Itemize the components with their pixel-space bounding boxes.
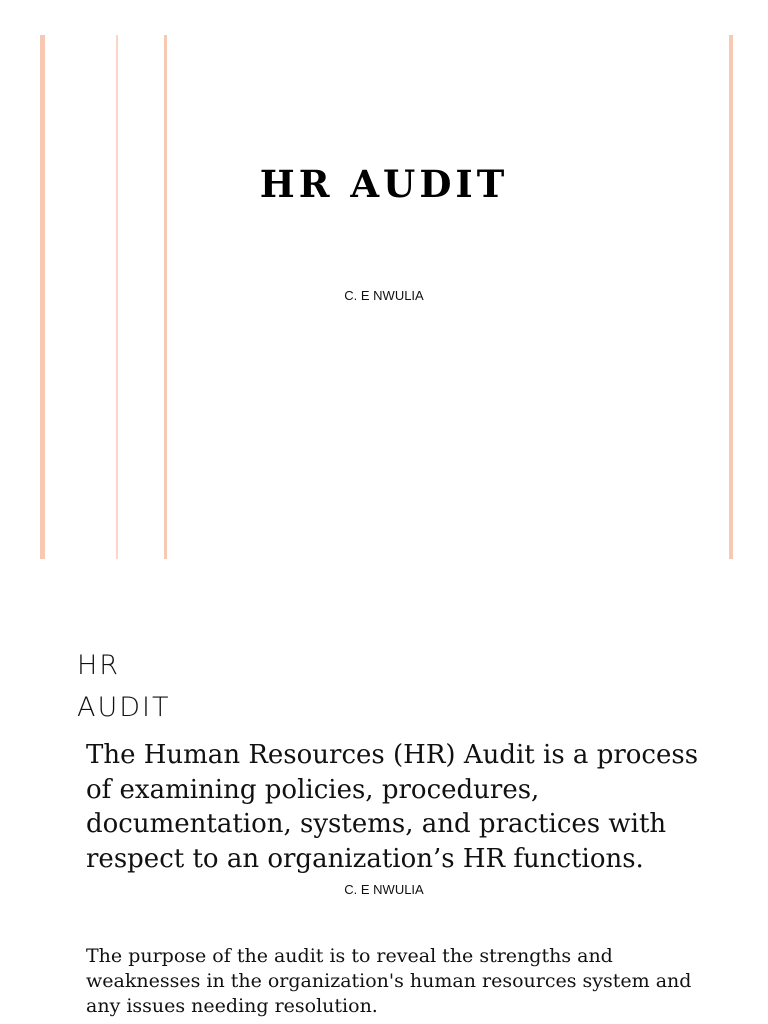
definition-paragraph: The Human Resources (HR) Audit is a process of examining policies, procedures, documentation, systems, and practices with respect to an organization’s HR functions. bbox=[86, 740, 699, 874]
slide-heading-line: HR bbox=[77, 650, 121, 681]
slide-author: C. E NWULIA bbox=[344, 288, 424, 303]
slide-title: HR AUDIT bbox=[259, 162, 509, 206]
slide-heading bbox=[77, 645, 277, 729]
purpose-paragraph: The purpose of the audit is to reveal the strengths and weaknesses in the organization's human resources system and any issues needing resolution. bbox=[86, 945, 692, 1017]
slide-author: C. E NWULIA bbox=[344, 882, 424, 897]
slide-heading-line: AUDIT bbox=[77, 692, 171, 723]
